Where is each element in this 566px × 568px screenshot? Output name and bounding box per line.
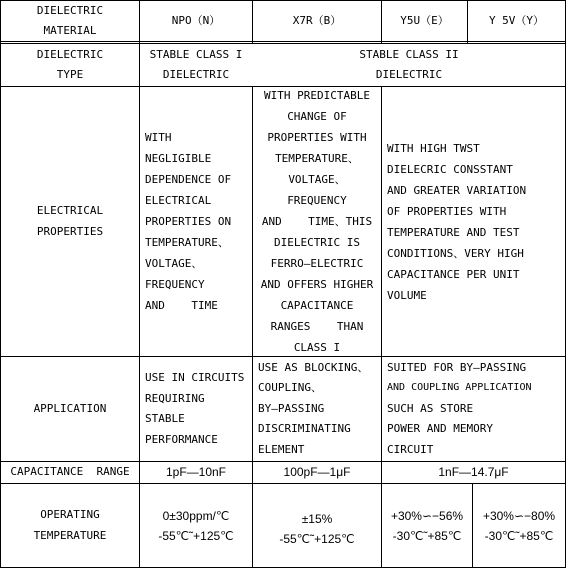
- operating-y5u-line: +30%∽−56%: [390, 508, 464, 523]
- type-class2-line: STABLE CLASS II: [359, 47, 459, 61]
- type-label-line: TYPE: [56, 68, 84, 81]
- application-label: [1, 357, 139, 461]
- operating-x7r: [253, 484, 381, 567]
- electrical-y5-line: TEMPERATURE AND TEST: [387, 225, 520, 239]
- header-y5v: [468, 1, 565, 41]
- electrical-npo-line: VOLTAGE、: [145, 257, 203, 270]
- application-npo: [140, 357, 252, 461]
- application-x7r-line: COUPLING、: [258, 381, 322, 395]
- application-y5-line: SUITED FOR BY—PASSING: [387, 360, 527, 374]
- capacitance-y5: [382, 462, 565, 483]
- application-x7r-line: ELEMENT: [258, 442, 305, 456]
- operating-npo-line: 0±30ppm/℃: [162, 508, 230, 523]
- application-x7r: [253, 357, 381, 461]
- electrical-x7r-line: WITH PREDICTABLE: [264, 89, 370, 102]
- electrical-npo-line: TEMPERATURE、: [145, 236, 229, 249]
- electrical-y5-line: WITH HIGH TWST: [387, 141, 480, 155]
- electrical-y5-line: AND GREATER VARIATION: [387, 183, 527, 197]
- header-label-line: DIELECTRIC: [36, 3, 104, 17]
- electrical-label: [1, 87, 139, 356]
- operating-x7r-line: ±15%: [301, 511, 333, 526]
- electrical-npo-line: PROPERTIES ON: [145, 215, 232, 228]
- header-y5u-text: Y5U（E）: [400, 13, 449, 27]
- capacitance-npo-text: 1pF—10nF: [165, 465, 227, 480]
- application-npo-line: STABLE: [145, 412, 185, 425]
- electrical-x7r-line: RANGES THAN: [270, 320, 364, 333]
- header-x7r-text: X7R（B）: [292, 13, 342, 27]
- application-npo-line: PERFORMANCE: [145, 432, 218, 446]
- electrical-npo-line: NEGLIGIBLE: [145, 152, 212, 165]
- header-x7r: [253, 1, 381, 41]
- application-label-text: APPLICATION: [33, 401, 107, 415]
- type-npo-line: STABLE CLASS I: [149, 47, 243, 61]
- electrical-x7r-line: TEMPERATURE、: [275, 152, 359, 165]
- operating-y5v-line: +30%∽−80%: [482, 508, 556, 523]
- electrical-x7r-line: AND TIME、THIS: [261, 215, 373, 228]
- capacitance-y5-text: 1nF—14.7μF: [438, 465, 509, 480]
- capacitance-label-text: CAPACITANCE RANGE: [10, 465, 130, 479]
- type-label-line: DIELECTRIC: [36, 47, 104, 61]
- electrical-y5-line: CAPACITANCE PER UNIT: [387, 267, 520, 281]
- application-npo-line: REQUIRING: [145, 391, 205, 405]
- header-y5u: [382, 1, 467, 41]
- operating-y5v: [473, 484, 565, 567]
- electrical-npo-line: AND TIME: [145, 299, 218, 312]
- electrical-label-line: PROPERTIES: [36, 224, 104, 238]
- electrical-x7r-line: PROPERTIES WITH: [267, 131, 367, 144]
- electrical-y5-line: VOLUME: [387, 288, 427, 302]
- electrical-npo-line: ELECTRICAL: [145, 194, 212, 207]
- application-y5: [382, 357, 565, 461]
- type-class2-line: DIELECTRIC: [375, 68, 443, 81]
- electrical-npo-line: FREQUENCY: [145, 278, 205, 291]
- operating-y5v-line: -30℃˜+85℃: [484, 528, 554, 543]
- capacitance-x7r: [253, 462, 381, 483]
- operating-y5u: [382, 484, 472, 567]
- type-npo: [140, 44, 252, 86]
- type-class2: [253, 44, 565, 86]
- type-label: [1, 44, 139, 86]
- capacitance-x7r-text: 100pF—1μF: [283, 465, 351, 480]
- operating-npo: [140, 484, 252, 567]
- application-x7r-line: BY—PASSING: [258, 401, 325, 415]
- electrical-x7r: [253, 87, 381, 356]
- operating-x7r-line: -55℃˜+125℃: [279, 531, 355, 546]
- application-x7r-line: USE AS BLOCKING、: [258, 360, 369, 374]
- electrical-label-line: ELECTRICAL: [36, 204, 104, 217]
- capacitance-label: [1, 462, 139, 483]
- header-y5v-text: Y 5V（Y）: [488, 13, 545, 27]
- electrical-npo: [140, 87, 252, 356]
- electrical-npo-line: DEPENDENCE OF: [145, 173, 232, 186]
- operating-y5u-line: -30℃˜+85℃: [392, 528, 462, 543]
- electrical-x7r-line: CLASS I: [293, 341, 341, 354]
- electrical-x7r-line: VOLTAGE、: [288, 173, 346, 186]
- application-y5-line: CIRCUIT: [387, 442, 434, 456]
- electrical-y5-line: DIELECRIC CONSSTANT: [387, 162, 513, 176]
- electrical-x7r-line: CHANGE OF: [287, 110, 347, 123]
- application-y5-line: POWER AND MEMORY: [387, 422, 493, 436]
- electrical-x7r-line: DIELECTRIC IS: [273, 236, 361, 249]
- electrical-x7r-line: FREQUENCY: [287, 194, 347, 207]
- operating-label-line: TEMPERATURE: [33, 528, 107, 542]
- electrical-x7r-line: CAPACITANCE: [280, 299, 354, 312]
- electrical-x7r-line: AND OFFERS HIGHER: [260, 278, 374, 291]
- header-npo: [140, 1, 252, 41]
- electrical-y5-line: OF PROPERTIES WITH: [387, 204, 507, 218]
- electrical-y5: [382, 87, 565, 356]
- header-label: [1, 1, 139, 41]
- operating-label: [1, 484, 139, 567]
- application-npo-line: USE IN CIRCUITS: [145, 371, 245, 384]
- electrical-y5-line: CONDITIONS、VERY HIGH: [387, 246, 524, 260]
- operating-label-line: OPERATING: [40, 508, 100, 521]
- application-y5-line: AND COUPLING APPLICATION: [387, 382, 532, 394]
- header-label-line: MATERIAL: [43, 24, 97, 37]
- electrical-npo-line: WITH: [145, 131, 172, 144]
- application-y5-line: SUCH AS STORE: [387, 401, 474, 415]
- electrical-x7r-line: FERRO—ELECTRIC: [270, 257, 364, 270]
- application-x7r-line: DISCRIMINATING: [258, 422, 351, 436]
- type-npo-line: DIELECTRIC: [162, 68, 230, 81]
- header-npo-text: NPO（N）: [171, 13, 221, 27]
- capacitance-npo: [140, 462, 252, 483]
- operating-npo-line: -55℃˜+125℃: [158, 528, 234, 543]
